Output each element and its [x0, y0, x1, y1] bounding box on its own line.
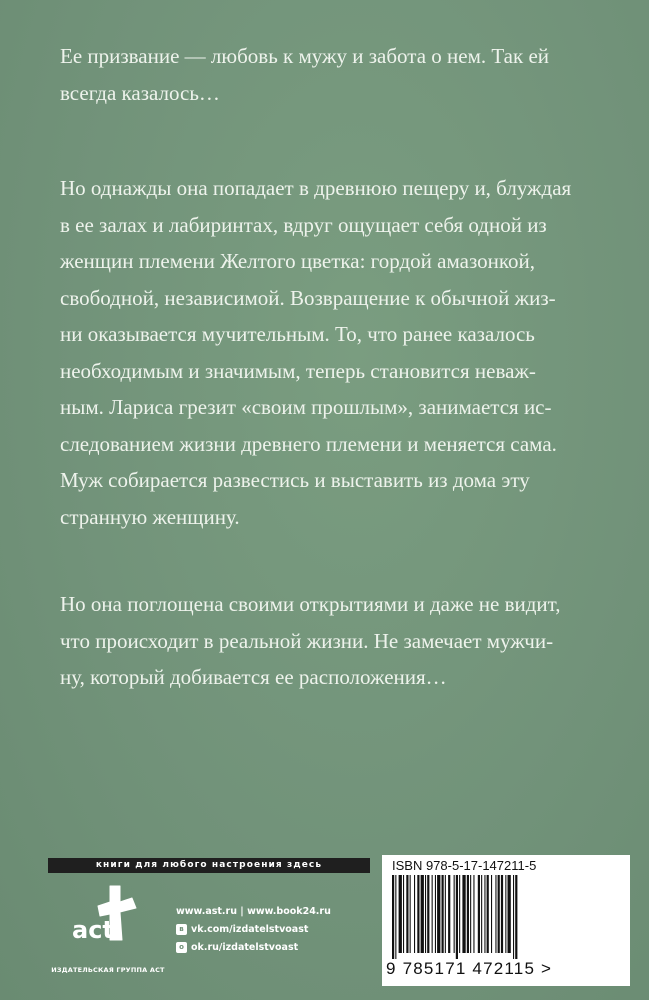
barcode-bar	[498, 875, 500, 953]
publisher-links	[176, 902, 331, 956]
barcode-bar	[445, 875, 446, 953]
paragraph-line: ну, который добивается ее расположения…	[60, 665, 447, 689]
vk-link[interactable]	[191, 924, 308, 935]
paragraph-line: что происходит в реальной жизни. Не замечает мужчи-	[60, 628, 554, 653]
barcode-bar	[395, 875, 396, 959]
vk-prefix: vk.com/	[191, 923, 233, 935]
barcode-icon	[390, 875, 622, 959]
barcode-bar	[508, 875, 511, 953]
barcode-bar	[427, 875, 429, 953]
barcode-bar	[470, 875, 471, 953]
barcode-bar	[425, 875, 426, 953]
paragraph-line: свободной, независимой. Возвращение к обычной жиз-	[60, 285, 556, 310]
logo-wordmark: act	[72, 916, 114, 944]
barcode-bar	[417, 875, 419, 953]
paragraph-line: ни оказывается мучительным. То, что ранее казалось	[60, 322, 535, 346]
intro-line: Ее призвание — любовь к мужу и забота о нем. Так ей	[60, 44, 549, 68]
barcode-bar	[435, 875, 436, 953]
barcode-bar	[491, 875, 492, 953]
barcode-bar	[495, 875, 496, 953]
ok-row	[176, 938, 331, 956]
barcode-bar	[454, 875, 455, 953]
vk-icon: в	[176, 924, 187, 935]
ok-prefix: ok.ru/	[191, 941, 223, 953]
barcode-bar	[442, 875, 444, 953]
vk-row	[176, 920, 331, 938]
paragraph-line: Но она поглощена своими открытиями и даже не видит,	[60, 592, 561, 616]
barcode-bar	[478, 875, 480, 953]
ok-handle: izdatelstvoast	[222, 941, 299, 953]
barcode-bar	[414, 875, 415, 953]
barcode-bar	[505, 875, 506, 953]
websites-link[interactable]: www.ast.ru | www.book24.ru	[176, 905, 331, 917]
barcode-bar	[403, 875, 404, 953]
barcode-bar	[481, 875, 482, 953]
barcode-bar	[432, 875, 433, 953]
barcode-bar	[459, 875, 460, 953]
ean-digits: 9 785171 472115 >	[386, 959, 553, 978]
barcode-bar	[410, 875, 411, 953]
paragraph-line: странную женщину.	[60, 504, 240, 529]
paragraph-line: Муж собирается развестись и выставить из дома эту	[60, 468, 530, 492]
paragraph-line: в ее залах и лабиринтах, вдруг ощущает себя одной из	[60, 212, 547, 237]
barcode-bar	[399, 875, 402, 953]
barcode-bar	[406, 875, 408, 953]
ok-icon: о	[176, 942, 187, 953]
vk-handle: izdatelstvoast	[232, 923, 309, 935]
closing-paragraph	[60, 586, 600, 696]
websites-row	[176, 902, 331, 920]
barcode-bar	[513, 875, 514, 959]
isbn-number: ISBN 978-5-17-147211-5	[392, 858, 537, 873]
barcode-bar	[437, 875, 440, 953]
barcode-bar	[421, 875, 424, 953]
barcode-bar	[484, 875, 485, 953]
ok-link[interactable]	[191, 942, 298, 953]
main-paragraph	[60, 170, 600, 535]
paragraph-line: необходимым и значимым, теперь становится неваж-	[60, 358, 536, 383]
paragraph-line: Но однажды она попадает в древнюю пещеру и, блуждая	[60, 176, 572, 200]
barcode-bar	[473, 875, 474, 953]
isbn-barcode-box	[382, 855, 630, 986]
barcode-bar	[467, 875, 469, 953]
barcode-bar	[515, 875, 517, 959]
intro-paragraph	[60, 38, 600, 111]
barcode-bar	[487, 875, 489, 953]
intro-line: всегда казалось…	[60, 80, 220, 105]
barcode-bar	[501, 875, 503, 953]
barcode-bar	[462, 875, 465, 953]
publisher-caption: ИЗДАТЕЛЬСКАЯ ГРУППА АСТ	[51, 966, 165, 974]
barcode-bar	[456, 875, 458, 959]
barcode-bar	[392, 875, 394, 959]
paragraph-line: ным. Лариса грезит «своим прошлым», занимается ис-	[60, 395, 552, 419]
paragraph-line: женщин племени Желтого цветка: гордой амазонкой,	[60, 249, 535, 273]
publisher-logo	[58, 880, 158, 960]
paragraph-line: следованием жизни древнего племени и меняется сама.	[60, 431, 557, 456]
tagline-bar: книги для любого настроения здесь	[48, 858, 370, 873]
barcode-bar	[448, 875, 450, 953]
